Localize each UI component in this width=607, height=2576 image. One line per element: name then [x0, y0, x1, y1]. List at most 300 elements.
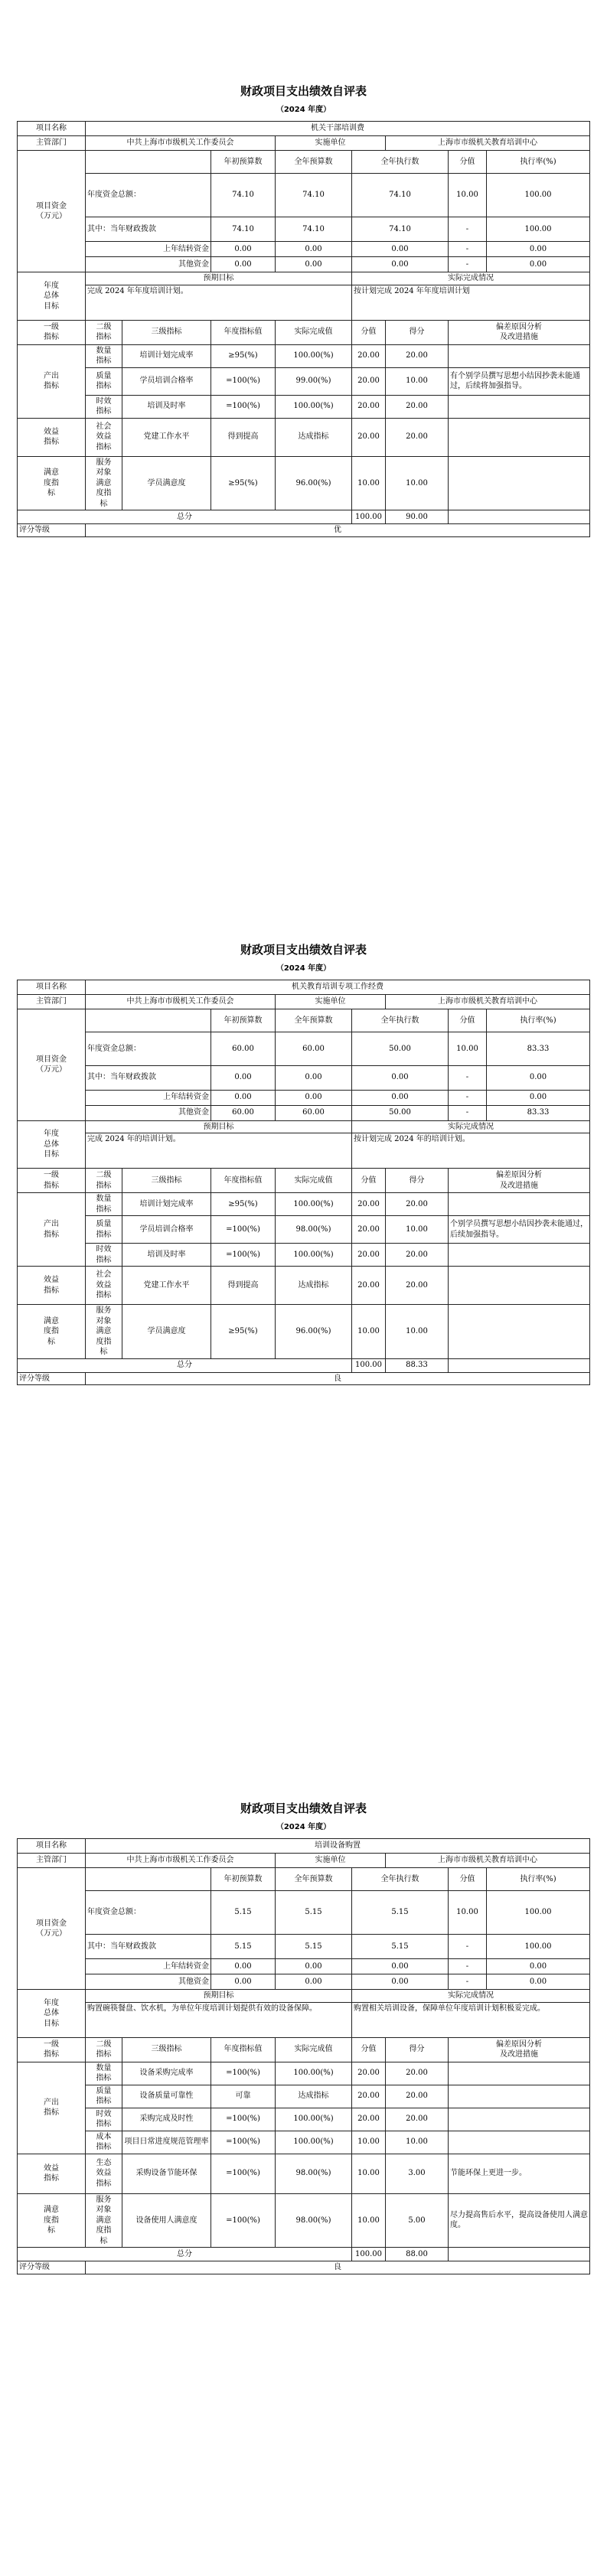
- get-score-header: 得分: [386, 2037, 449, 2062]
- budget-full-value: 60.00: [276, 1032, 352, 1066]
- lvl3-header: 三级指标: [122, 1169, 211, 1193]
- lvl1-indicator: 满意 度指 标: [18, 456, 86, 510]
- indicator-get-score: 20.00: [386, 418, 449, 456]
- indicator-row: [18, 2131, 590, 2154]
- score-header: 分值: [449, 1009, 487, 1032]
- year-subtitle: （2024 年度）: [276, 964, 331, 973]
- exec-rate-value: 83.33: [487, 1105, 590, 1120]
- deviation-text: [449, 344, 590, 367]
- deviation-text: 个别学员撰写思想小结因抄袭未能通过，后续加强指导。: [449, 1216, 590, 1244]
- total-row: [18, 510, 590, 524]
- dept-label: 主管部门: [18, 1854, 86, 1868]
- project-name-label: 项目名称: [18, 122, 86, 136]
- actual-value: 100.00(%): [276, 2062, 352, 2085]
- lvl3-indicator: 党建工作水平: [122, 1267, 211, 1305]
- evaluation-page: [0, 0, 607, 859]
- score-value: -: [449, 1065, 487, 1090]
- funds-header-row: [18, 1868, 590, 1891]
- indicator-score: 10.00: [352, 2154, 386, 2193]
- evaluation-table: [17, 1838, 590, 2274]
- indicator-score: 20.00: [352, 1267, 386, 1305]
- funds-row-label: 上年结转资金: [86, 242, 211, 257]
- lvl1-indicator: 产出 指标: [18, 1193, 86, 1267]
- funds-label: 项目资金 （万元）: [18, 1009, 86, 1121]
- project-name-label: 项目名称: [18, 980, 86, 995]
- lvl3-header: 三级指标: [122, 320, 211, 344]
- deviation-text: [449, 2085, 590, 2108]
- actual-value: 96.00(%): [276, 456, 352, 510]
- year-subtitle: （2024 年度）: [276, 1823, 331, 1831]
- lvl1-indicator: 效益 指标: [18, 2154, 86, 2193]
- lvl3-header: 三级指标: [122, 2037, 211, 2062]
- score-header: 分值: [449, 1868, 487, 1891]
- exec-rate-value: 83.33: [487, 1032, 590, 1066]
- lvl1-indicator: 满意 度指 标: [18, 1305, 86, 1359]
- annual-index-header: 年度指标值: [211, 2037, 276, 2062]
- funds-label: 项目资金 （万元）: [18, 151, 86, 272]
- project-name-value: 培训设备购置: [86, 1839, 590, 1854]
- indicator-row: [18, 1267, 590, 1305]
- exec-rate-header: 执行率(%): [487, 1009, 590, 1032]
- lvl2-indicator: 时效 指标: [86, 395, 122, 418]
- dept-value: 中共上海市市级机关工作委员会: [86, 995, 276, 1009]
- exec-rate-value: 100.00: [487, 174, 590, 217]
- blank-cell: [449, 1358, 590, 1372]
- actual-value: 100.00(%): [276, 395, 352, 418]
- lvl2-indicator: 质量 指标: [86, 367, 122, 395]
- budget-full-header: 全年预算数: [276, 1868, 352, 1891]
- indicator-get-score: 20.00: [386, 2108, 449, 2131]
- expected-goal-text: 完成 2024 年年度培训计划。: [86, 285, 352, 320]
- deviation-text: [449, 1193, 590, 1216]
- lvl3-indicator: 学员满意度: [122, 456, 211, 510]
- indicator-get-score: 20.00: [386, 1267, 449, 1305]
- indicator-score: 20.00: [352, 2062, 386, 2085]
- deviation-header: 偏差原因分析 及改进措施: [449, 2037, 590, 2062]
- project-name-value: 机关教育培训专项工作经费: [86, 980, 590, 995]
- indicator-get-score: 10.00: [386, 2131, 449, 2154]
- exec-full-value: 0.00: [352, 242, 449, 257]
- grade-label: 评分等级: [18, 1372, 86, 1385]
- project-name-row: [18, 1839, 590, 1854]
- indicator-get-score: 5.00: [386, 2193, 449, 2248]
- total-row: [18, 2248, 590, 2261]
- indicator-get-score: 20.00: [386, 344, 449, 367]
- lvl1-indicator: 效益 指标: [18, 1267, 86, 1305]
- exec-unit-label: 实施单位: [276, 1854, 386, 1868]
- exec-rate-value: 0.00: [487, 1065, 590, 1090]
- actual-value-header: 实际完成值: [276, 2037, 352, 2062]
- lvl2-indicator: 时效 指标: [86, 2108, 122, 2131]
- annual-index-value: =100(%): [211, 1244, 276, 1267]
- lvl2-header: 二级 指标: [86, 320, 122, 344]
- exec-rate-value: 0.00: [487, 1959, 590, 1974]
- deviation-text: [449, 418, 590, 456]
- total-get-score: 90.00: [386, 510, 449, 524]
- actual-value: 99.00(%): [276, 367, 352, 395]
- page-title: 财政项目支出绩效自评表: [240, 943, 367, 957]
- indicator-row: [18, 1305, 590, 1359]
- exec-full-value: 50.00: [352, 1032, 449, 1066]
- actual-value-header: 实际完成值: [276, 1169, 352, 1193]
- actual-value: 98.00(%): [276, 1216, 352, 1244]
- exec-full-header: 全年执行数: [352, 1868, 449, 1891]
- exec-rate-header: 执行率(%): [487, 1868, 590, 1891]
- exec-rate-value: 0.00: [487, 257, 590, 272]
- page-title: 财政项目支出绩效自评表: [240, 1802, 367, 1815]
- annual-index-value: =100(%): [211, 2062, 276, 2085]
- deviation-text: 尽力提高售后水平，提高设备使用人满意度。: [449, 2193, 590, 2248]
- indicator-score: 20.00: [352, 367, 386, 395]
- actual-value: 96.00(%): [276, 1305, 352, 1359]
- funds-header-row: [18, 151, 590, 174]
- score-value: -: [449, 257, 487, 272]
- deviation-text: [449, 1305, 590, 1359]
- indicator-score: 20.00: [352, 418, 386, 456]
- indicator-row: [18, 1193, 590, 1216]
- indicator-row: [18, 2154, 590, 2193]
- exec-rate-header: 执行率(%): [487, 151, 590, 174]
- lvl3-indicator: 采购完成及时性: [122, 2108, 211, 2131]
- lvl1-header: 一级 指标: [18, 1169, 86, 1193]
- lvl3-indicator: 培训计划完成率: [122, 344, 211, 367]
- deviation-text: [449, 1267, 590, 1305]
- lvl2-indicator: 成本 指标: [86, 2131, 122, 2154]
- indicator-get-score: 20.00: [386, 395, 449, 418]
- indicator-row: [18, 2108, 590, 2131]
- funds-row-label: 其中：当年财政拨款: [86, 1935, 211, 1959]
- budget-full-value: 74.10: [276, 217, 352, 242]
- get-score-header: 得分: [386, 1169, 449, 1193]
- indicator-header-row: [18, 1169, 590, 1193]
- indicator-score: 10.00: [352, 456, 386, 510]
- budget-full-value: 0.00: [276, 242, 352, 257]
- actual-result-header: 实际完成情况: [352, 1120, 590, 1133]
- indicator-get-score: 10.00: [386, 1305, 449, 1359]
- exec-full-value: 74.10: [352, 217, 449, 242]
- expected-goal-header: 预期目标: [86, 1120, 352, 1133]
- actual-value-header: 实际完成值: [276, 320, 352, 344]
- budget-full-value: 74.10: [276, 174, 352, 217]
- total-score: 100.00: [352, 1358, 386, 1372]
- actual-result-text: 按计划完成 2024 年的培训计划。: [352, 1133, 590, 1169]
- lvl2-header: 二级 指标: [86, 2037, 122, 2062]
- score-header: 分值: [352, 320, 386, 344]
- score-value: -: [449, 1090, 487, 1105]
- score-value: -: [449, 242, 487, 257]
- get-score-header: 得分: [386, 320, 449, 344]
- lvl1-header: 一级 指标: [18, 320, 86, 344]
- funds-row: [18, 1959, 590, 1974]
- lvl2-indicator: 社会 效益 指标: [86, 418, 122, 456]
- evaluation-table: [17, 980, 590, 1385]
- indicator-score: 10.00: [352, 2131, 386, 2154]
- funds-row: [18, 1090, 590, 1105]
- funds-row-label: 年度资金总额：: [86, 1891, 211, 1935]
- lvl1-indicator: 效益 指标: [18, 418, 86, 456]
- lvl1-header: 一级 指标: [18, 2037, 86, 2062]
- total-score: 100.00: [352, 2248, 386, 2261]
- budget-start-header: 年初预算数: [211, 1009, 276, 1032]
- annual-index-value: =100(%): [211, 1216, 276, 1244]
- lvl1-indicator: 产出 指标: [18, 2062, 86, 2154]
- lvl2-indicator: 服务 对象 满意 度指 标: [86, 1305, 122, 1359]
- lvl3-indicator: 学员培训合格率: [122, 367, 211, 395]
- blank-cell: [86, 1868, 211, 1891]
- funds-row-label: 其中：当年财政拨款: [86, 217, 211, 242]
- total-label: 总分: [18, 2248, 352, 2261]
- total-label: 总分: [18, 510, 352, 524]
- goal-header-row: [18, 1990, 590, 2003]
- annual-index-value: =100(%): [211, 2154, 276, 2193]
- lvl2-indicator: 服务 对象 满意 度指 标: [86, 2193, 122, 2248]
- project-name-label: 项目名称: [18, 1839, 86, 1854]
- score-header: 分值: [352, 1169, 386, 1193]
- deviation-text: [449, 1244, 590, 1267]
- indicator-score: 20.00: [352, 344, 386, 367]
- indicator-row: [18, 456, 590, 510]
- indicator-score: 20.00: [352, 1244, 386, 1267]
- blank-cell: [449, 510, 590, 524]
- funds-row: [18, 217, 590, 242]
- indicator-score: 10.00: [352, 2193, 386, 2248]
- budget-full-value: 60.00: [276, 1105, 352, 1120]
- budget-start-value: 74.10: [211, 217, 276, 242]
- indicator-row: [18, 367, 590, 395]
- funds-label: 项目资金 （万元）: [18, 1868, 86, 1990]
- indicator-score: 20.00: [352, 395, 386, 418]
- exec-full-value: 5.15: [352, 1935, 449, 1959]
- blank-cell: [86, 1009, 211, 1032]
- budget-start-value: 60.00: [211, 1105, 276, 1120]
- year-subtitle: （2024 年度）: [276, 106, 331, 114]
- exec-unit-value: 上海市市级机关教育培训中心: [386, 995, 590, 1009]
- exec-rate-value: 100.00: [487, 1891, 590, 1935]
- annual-index-value: ≥95(%): [211, 1305, 276, 1359]
- total-score: 100.00: [352, 510, 386, 524]
- annual-index-header: 年度指标值: [211, 1169, 276, 1193]
- actual-result-text: 购置相关培训设备，保障单位年度培训计划积极妥完成。: [352, 2002, 590, 2037]
- deviation-text: [449, 2108, 590, 2131]
- annual-index-value: =100(%): [211, 2108, 276, 2131]
- exec-rate-value: 0.00: [487, 1974, 590, 1990]
- exec-full-value: 0.00: [352, 1090, 449, 1105]
- score-header: 分值: [449, 151, 487, 174]
- budget-start-value: 0.00: [211, 1959, 276, 1974]
- budget-full-value: 5.15: [276, 1935, 352, 1959]
- lvl3-indicator: 培训计划完成率: [122, 1193, 211, 1216]
- indicator-get-score: 20.00: [386, 1193, 449, 1216]
- actual-value: 98.00(%): [276, 2193, 352, 2248]
- budget-start-value: 74.10: [211, 174, 276, 217]
- exec-full-value: 0.00: [352, 1065, 449, 1090]
- funds-row: [18, 1935, 590, 1959]
- exec-unit-value: 上海市市级机关教育培训中心: [386, 1854, 590, 1868]
- actual-result-text: 按计划完成 2024 年年度培训计划: [352, 285, 590, 320]
- deviation-text: 有个别学员撰写思想小结因抄袭未能通过，后续将加强指导。: [449, 367, 590, 395]
- actual-value: 达成指标: [276, 2085, 352, 2108]
- annual-index-value: =100(%): [211, 2131, 276, 2154]
- project-name-row: [18, 122, 590, 136]
- goal-row: [18, 285, 590, 320]
- expected-goal-text: 完成 2024 年的培训计划。: [86, 1133, 352, 1169]
- exec-full-value: 0.00: [352, 257, 449, 272]
- project-name-row: [18, 980, 590, 995]
- exec-rate-value: 100.00: [487, 217, 590, 242]
- budget-start-value: 0.00: [211, 257, 276, 272]
- annual-index-value: ≥95(%): [211, 344, 276, 367]
- goal-row: [18, 2002, 590, 2037]
- indicator-row: [18, 1244, 590, 1267]
- evaluation-page: [0, 859, 607, 1717]
- funds-row: [18, 1974, 590, 1990]
- actual-value: 达成指标: [276, 418, 352, 456]
- actual-value: 100.00(%): [276, 1193, 352, 1216]
- lvl2-indicator: 生态 效益 指标: [86, 2154, 122, 2193]
- annual-index-value: =100(%): [211, 395, 276, 418]
- dept-row: [18, 995, 590, 1009]
- grade-value: 优: [86, 524, 590, 537]
- exec-full-value: 0.00: [352, 1959, 449, 1974]
- score-value: 10.00: [449, 1032, 487, 1066]
- funds-row-label: 年度资金总额：: [86, 1032, 211, 1066]
- lvl3-indicator: 培训及时率: [122, 395, 211, 418]
- page-title: 财政项目支出绩效自评表: [240, 84, 367, 98]
- actual-result-header: 实际完成情况: [352, 1990, 590, 2003]
- budget-full-value: 0.00: [276, 1065, 352, 1090]
- total-row: [18, 1358, 590, 1372]
- actual-value: 100.00(%): [276, 1244, 352, 1267]
- funds-row-label: 其他资金: [86, 1974, 211, 1990]
- budget-start-header: 年初预算数: [211, 1868, 276, 1891]
- lvl3-indicator: 学员满意度: [122, 1305, 211, 1359]
- goal-header-row: [18, 1120, 590, 1133]
- funds-row: [18, 1105, 590, 1120]
- expected-goal-header: 预期目标: [86, 1990, 352, 2003]
- grade-value: 良: [86, 1372, 590, 1385]
- exec-full-value: 50.00: [352, 1105, 449, 1120]
- dept-label: 主管部门: [18, 995, 86, 1009]
- funds-row: [18, 1891, 590, 1935]
- goal-header-row: [18, 272, 590, 285]
- indicator-score: 10.00: [352, 1305, 386, 1359]
- annual-index-value: ≥95(%): [211, 1193, 276, 1216]
- dept-label: 主管部门: [18, 136, 86, 151]
- score-value: -: [449, 1974, 487, 1990]
- annual-index-value: 得到提高: [211, 418, 276, 456]
- funds-header-row: [18, 1009, 590, 1032]
- grade-row: [18, 1372, 590, 1385]
- annual-index-value: 得到提高: [211, 1267, 276, 1305]
- budget-full-header: 全年预算数: [276, 151, 352, 174]
- indicator-score: 20.00: [352, 1216, 386, 1244]
- lvl2-indicator: 数量 指标: [86, 2062, 122, 2085]
- indicator-get-score: 3.00: [386, 2154, 449, 2193]
- budget-full-value: 0.00: [276, 1959, 352, 1974]
- actual-result-header: 实际完成情况: [352, 272, 590, 285]
- budget-full-value: 0.00: [276, 257, 352, 272]
- annual-goal-label: 年度 总体 目标: [18, 272, 86, 321]
- deviation-text: [449, 2062, 590, 2085]
- expected-goal-text: 购置碗筷餐盘、饮水机，为单位年度培训计划提供有效的设备保障。: [86, 2002, 352, 2037]
- indicator-get-score: 20.00: [386, 2062, 449, 2085]
- annual-index-value: ≥95(%): [211, 456, 276, 510]
- funds-row: [18, 1032, 590, 1066]
- indicator-score: 20.00: [352, 2108, 386, 2131]
- score-value: 10.00: [449, 1891, 487, 1935]
- grade-value: 良: [86, 2261, 590, 2274]
- lvl2-indicator: 质量 指标: [86, 2085, 122, 2108]
- exec-unit-label: 实施单位: [276, 995, 386, 1009]
- lvl3-indicator: 设备使用人满意度: [122, 2193, 211, 2248]
- score-value: -: [449, 1935, 487, 1959]
- exec-full-value: 5.15: [352, 1891, 449, 1935]
- lvl3-indicator: 项目日常进度规范管理率: [122, 2131, 211, 2154]
- lvl3-indicator: 党建工作水平: [122, 418, 211, 456]
- indicator-row: [18, 1216, 590, 1244]
- total-label: 总分: [18, 1358, 352, 1372]
- deviation-header: 偏差原因分析 及改进措施: [449, 1169, 590, 1193]
- dept-row: [18, 1854, 590, 1868]
- score-value: -: [449, 1105, 487, 1120]
- funds-row-label: 其他资金: [86, 1105, 211, 1120]
- annual-index-header: 年度指标值: [211, 320, 276, 344]
- budget-full-value: 0.00: [276, 1090, 352, 1105]
- funds-row-label: 上年结转资金: [86, 1090, 211, 1105]
- goal-row: [18, 1133, 590, 1169]
- indicator-get-score: 10.00: [386, 367, 449, 395]
- indicator-row: [18, 2193, 590, 2248]
- lvl2-indicator: 服务 对象 满意 度指 标: [86, 456, 122, 510]
- lvl3-indicator: 培训及时率: [122, 1244, 211, 1267]
- project-name-value: 机关干部培训费: [86, 122, 590, 136]
- lvl3-indicator: 采购设备节能环保: [122, 2154, 211, 2193]
- annual-goal-label: 年度 总体 目标: [18, 1990, 86, 2038]
- exec-unit-value: 上海市市级机关教育培训中心: [386, 136, 590, 151]
- annual-index-value: 可靠: [211, 2085, 276, 2108]
- indicator-header-row: [18, 320, 590, 344]
- grade-row: [18, 524, 590, 537]
- deviation-text: [449, 2131, 590, 2154]
- lvl3-indicator: 设备采购完成率: [122, 2062, 211, 2085]
- lvl2-indicator: 数量 指标: [86, 1193, 122, 1216]
- exec-rate-value: 0.00: [487, 242, 590, 257]
- lvl3-indicator: 设备质量可靠性: [122, 2085, 211, 2108]
- grade-row: [18, 2261, 590, 2274]
- exec-rate-value: 0.00: [487, 1090, 590, 1105]
- funds-row: [18, 257, 590, 272]
- score-value: 10.00: [449, 174, 487, 217]
- budget-start-value: 5.15: [211, 1935, 276, 1959]
- budget-full-header: 全年预算数: [276, 1009, 352, 1032]
- blank-cell: [449, 2248, 590, 2261]
- actual-value: 达成指标: [276, 1267, 352, 1305]
- indicator-get-score: 10.00: [386, 1216, 449, 1244]
- grade-label: 评分等级: [18, 524, 86, 537]
- budget-start-value: 0.00: [211, 1090, 276, 1105]
- indicator-row: [18, 2062, 590, 2085]
- grade-label: 评分等级: [18, 2261, 86, 2274]
- lvl1-indicator: 产出 指标: [18, 344, 86, 418]
- budget-start-value: 0.00: [211, 242, 276, 257]
- exec-rate-value: 100.00: [487, 1935, 590, 1959]
- budget-start-value: 0.00: [211, 1065, 276, 1090]
- actual-value: 100.00(%): [276, 2131, 352, 2154]
- indicator-row: [18, 395, 590, 418]
- indicator-row: [18, 344, 590, 367]
- indicator-header-row: [18, 2037, 590, 2062]
- funds-row-label: 上年结转资金: [86, 1959, 211, 1974]
